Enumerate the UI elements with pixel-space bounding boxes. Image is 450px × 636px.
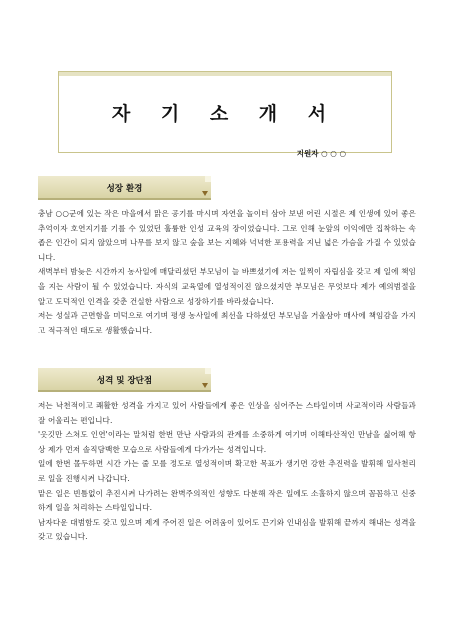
paragraph: 맡은 일은 빈틈없이 추진시켜 나가려는 완벽주의적인 성향도 다분해 작은 일에도 소홀하지 않으며 꼼꼼하고 신중하게 일을 처리하는 스타일입니다. <box>38 488 416 513</box>
section-heading-growth <box>38 176 211 200</box>
paragraph: 새벽부터 밤늦은 시간까지 농사일에 매달리셨던 부모님이 늘 바쁘셨기에 저는 일찍이 자립심을 갖고 제 일에 책임을 지는 사람이 될 수 있었습니다. 자식의 교육열에 열성적이진 않으셨지만 부모님은 무엇보다 제가 예의범절을 알고 도덕적인 인격을 갖춘 건실한 사람으로 성장하기를 바라셨습니다. <box>38 267 416 306</box>
paragraph: 저는 낙천적이고 쾌활한 성격을 가지고 있어 사람들에게 좋은 인상을 심어주는 스타일이며 사교적이라 사람들과 잘 어울리는 편입니다. <box>38 401 416 425</box>
paragraph: 저는 성실과 근면함을 미덕으로 여기며 평생 농사일에 최선을 다하셨던 부모님을 거울삼아 매사에 책임감을 가지고 적극적인 태도로 생활했습니다. <box>38 311 416 335</box>
section-body-growth <box>38 207 416 338</box>
applicant-label: 지원자 ○ ○ ○ <box>296 149 346 158</box>
section-heading-personality <box>38 368 211 392</box>
paragraph: '옷깃만 스쳐도 인연'이라는 말처럼 한번 만난 사람과의 관계를 소중하게 여기며 이해타산적인 만남을 싫어해 항상 제가 먼저 솔직담백한 모습으로 사람들에게 다가가는 성격입니다. <box>38 430 416 454</box>
section-heading-label: 성격 및 장단점 <box>96 376 153 386</box>
paragraph: 일에 한번 몰두하면 시간 가는 줄 모를 정도로 열성적이며 확고한 목표가 생기면 강한 추진력을 발휘해 일사천리로 일을 진행시켜 나갑니다. <box>38 459 416 483</box>
triangle-down-icon <box>202 383 208 388</box>
paragraph: 충남 ○○군에 있는 작은 마을에서 맑은 공기를 마시며 자연을 놀이터 삼아 보낸 어린 시절은 제 인생에 있어 좋은 추억이자 호연지기를 기를 수 있었던 훌륭한 인성 교육의 장이었습니다. 그로 인해 눈앞의 이익에만 집착하는 속 좁은 인간이 되지 않았으며 나무를 보지 않고 숲을 보는 지혜와 넉넉한 포용력을 지닌 넓은 가슴을 가질 수 있었습니다. <box>38 209 416 262</box>
document-title: 자 기 소 개 서 <box>111 103 339 125</box>
section-body-personality <box>38 399 416 545</box>
triangle-down-icon <box>202 191 208 196</box>
section-heading-label: 성장 환경 <box>106 184 143 194</box>
title-box <box>58 71 392 153</box>
paragraph: 남자다운 대범함도 갖고 있으며 제게 주어진 일은 어려움이 있어도 끈기와 인내심을 발휘해 끝까지 해내는 성격을 갖고 있습니다. <box>38 517 416 542</box>
